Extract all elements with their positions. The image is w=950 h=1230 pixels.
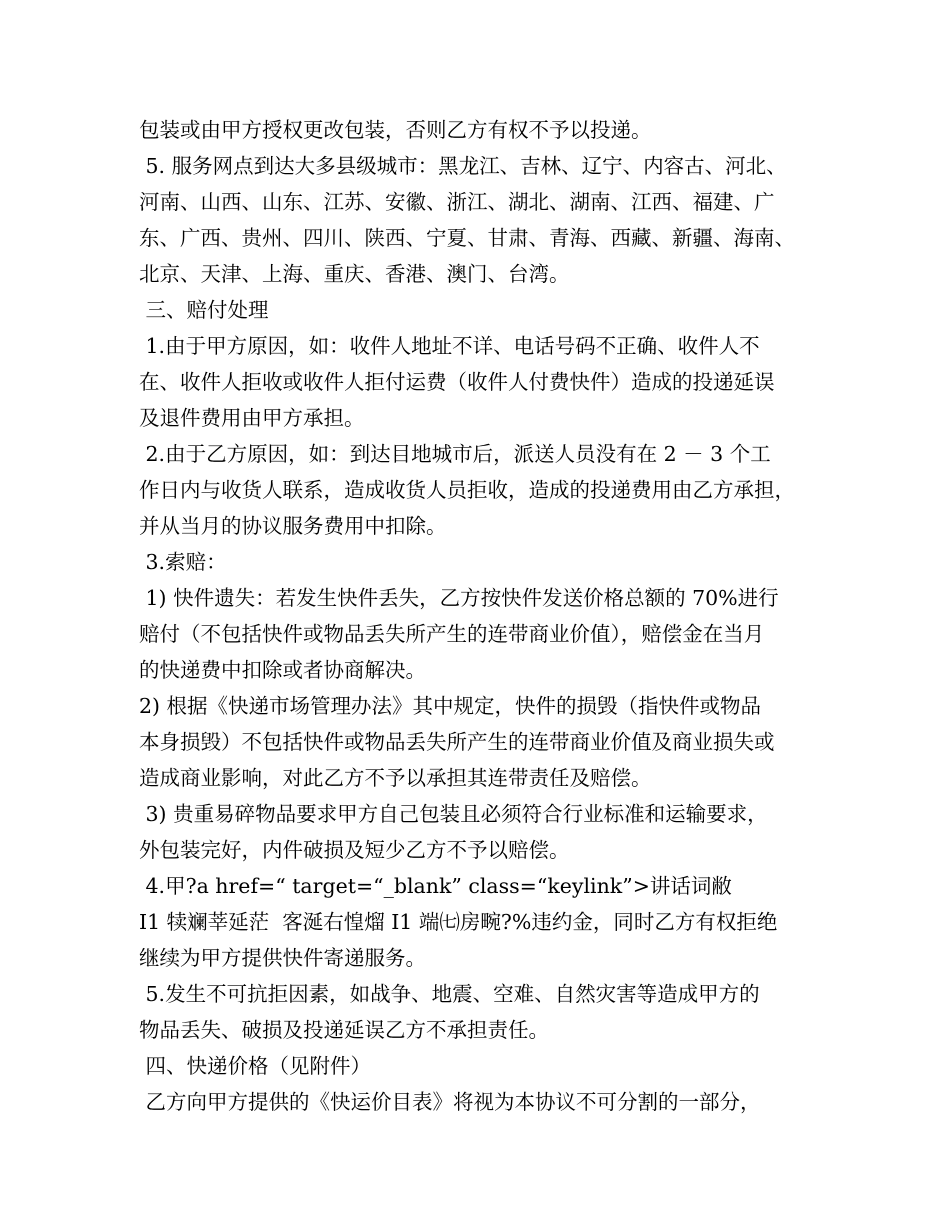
text-line: 外包装完好，内件破损及短少乙方不予以赔偿。: [139, 838, 570, 862]
text-line: 本身损毁）不包括快件或物品丢失所产生的连带商业价值及商业损失或: [139, 730, 775, 754]
text-line: 5. 服务网点到达大多县级城市：黑龙江、吉林、辽宁、内容古、河北、: [139, 154, 787, 178]
section-heading: 三、赔付处理: [139, 298, 269, 322]
text-line: 1.由于甲方原因，如：收件人地址不详、电话号码不正确、收件人不: [139, 334, 760, 358]
text-line: 造成商业影响，对此乙方不予以承担其连带责任及赔偿。: [139, 766, 652, 790]
text-line: 包装或由甲方授权更改包装，否则乙方有权不予以投递。: [139, 118, 652, 142]
text-line: 1) 快件遗失：若发生快件丢失，乙方按快件发送价格总额的 70%进行: [139, 586, 779, 610]
text-line: 北京、天津、上海、重庆、香港、澳门、台湾。: [139, 262, 570, 286]
text-line: 物品丢失、破损及投递延误乙方不承担责任。: [139, 1018, 549, 1042]
text-line: 河南、山西、山东、江苏、安徽、浙江、湖北、湖南、江西、福建、广: [139, 190, 775, 214]
text-line: 赔付（不包括快件或物品丢失所产生的连带商业价值），赔偿金在当月: [139, 622, 765, 646]
section-heading: 四、快递价格（见附件）: [139, 1054, 372, 1078]
text-line: 2) 根据《快递市场管理办法》其中规定，快件的损毁（指快件或物品: [139, 694, 762, 718]
text-line: 东、广西、贵州、四川、陕西、宁夏、甘肃、青海、西藏、新疆、海南、: [139, 226, 795, 250]
text-line: 3.索赔：: [139, 550, 227, 574]
text-line: 3) 贵重易碎物品要求甲方自己包装且必须符合行业标准和运输要求，: [139, 802, 768, 826]
document-body: [139, 112, 829, 1120]
text-line: 4.甲?a href=“ target=“_blank” class=“keylink”>讲话词敝: [139, 874, 732, 898]
text-line: I1 犊斓莘延茫 客涎右惶熘 I1 端㈦房畹?%违约金，同时乙方有权拒绝: [139, 910, 778, 934]
text-line: 继续为甲方提供快件寄递服务。: [139, 946, 426, 970]
text-line: 5.发生不可抗拒因素，如战争、地震、空难、自然灾害等造成甲方的: [139, 982, 760, 1006]
text-line: 作日内与收货人联系，造成收货人员拒收，造成的投递费用由乙方承担，: [139, 478, 795, 502]
text-line: 乙方向甲方提供的《快运价目表》将视为本协议不可分割的一部分，: [139, 1090, 761, 1114]
text-line: 在、收件人拒收或收件人拒付运费（收件人付费快件）造成的投递延误: [139, 370, 775, 394]
text-line: 及退件费用由甲方承担。: [139, 406, 365, 430]
text-line: 并从当月的协议服务费用中扣除。: [139, 514, 447, 538]
text-line: 2.由于乙方原因，如：到达目地城市后，派送人员没有在 2 － 3 个工: [139, 442, 771, 466]
text-line: 的快递费中扣除或者协商解决。: [139, 658, 426, 682]
